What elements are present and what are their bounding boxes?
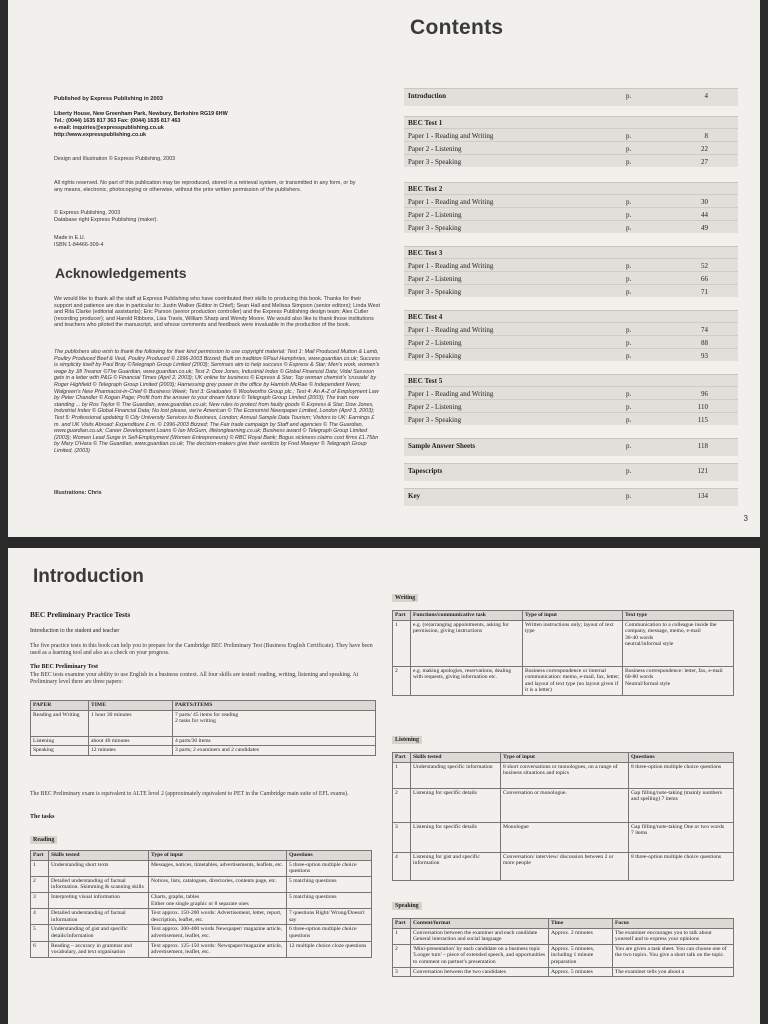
toc-test-3-paper-2[interactable]: Paper 2 - Listening p. 66 <box>404 271 738 284</box>
design-credit: Design and Illustration © Express Publishing, 2003 <box>54 156 176 162</box>
isbn: ISBN 1-84466-309-4 <box>54 242 104 248</box>
toc-test-2-heading: BEC Test 2 <box>408 185 443 193</box>
listening-row: 1 Understanding specific information 8 short conversations or monologues, on a range of business situations and topics 8 three-option multiple choice questions <box>393 762 734 788</box>
listening-label: Listening <box>392 736 422 744</box>
reading-row: 5 Understanding of gist and specific details/information Text approx. 300-400 words Newspaper/ magazine article, advertisement, leaflet, etc. 6 three-option multiple choice questions <box>31 925 372 941</box>
speaking-row: 2 'Mini-presentation' by each candidate on a business topic 'Longer turn' – piece of extended speech, and opportunities to comment on partner's presentation Approx. 5 minutes, including 1 minute preparation You are given a task sheet. You can choose one of the two topics. You give a short talk on the topic. <box>393 944 734 967</box>
listening-row: 3 Listening for specific details Monologue Gap filling/note-taking One or two words 7 items <box>393 822 734 852</box>
toc-bec-test-5 <box>404 374 738 425</box>
toc-test-3-paper-3[interactable]: Paper 3 - Speaking p. 71 <box>404 284 738 297</box>
toc-sample-answer-sheets[interactable]: Sample Answer Sheets p. 118 <box>404 438 738 456</box>
toc-test-4-paper-2[interactable]: Paper 2 - Listening p. 88 <box>404 335 738 348</box>
toc-test-4-paper-1[interactable]: Paper 1 - Reading and Writing p. 74 <box>404 322 738 335</box>
toc-test-5-paper-3[interactable]: Paper 3 - Speaking p. 115 <box>404 412 738 425</box>
practice-tests-subtitle: BEC Preliminary Practice Tests <box>30 610 131 619</box>
writing-row: 2 e.g. making apologies, reservations, dealing with requests, giving information etc. Business correspondence or internal communication: memo, e-mail, fax, letter; and layout of text type (no layout given if it is a letter) Business correspondence: letter, fax, e-mail 60-80 words Neutral/formal style <box>393 666 734 695</box>
toc-test-5-heading: BEC Test 5 <box>408 377 443 385</box>
toc-introduction-page: 4 <box>704 92 708 100</box>
toc-bec-test-3 <box>404 246 738 297</box>
papers-header-row: PAPER TIME PARTS/ITEMS <box>31 701 376 711</box>
made-in: Made in E.U. <box>54 235 86 241</box>
writing-header-row: Part Functions/communicative task Type of input Text type <box>393 611 734 621</box>
listening-row: 4 Listening for gist and specific information Conversation/ interview/ discussion between 2 or more people 8 three-option multiple choice questions <box>393 852 734 880</box>
page-number: 3 <box>743 514 748 523</box>
toc-test-1-paper-3[interactable]: Paper 3 - Speaking p. 27 <box>404 154 738 167</box>
introduction-page <box>8 548 760 1024</box>
toc-test-3-paper-1[interactable]: Paper 1 - Reading and Writing p. 52 <box>404 258 738 271</box>
publisher-line-3: Tel.: (0044) 1635 817 363 Fax: (0044) 1635 817 463 <box>54 118 181 124</box>
toc-test-1-paper-1[interactable]: Paper 1 - Reading and Writing p. 8 <box>404 128 738 141</box>
acknowledgements-para-1: We would like to thank all the staff at Express Publishing who have contributed their skills to producing this book. Thanks for their support and patience are due in particular to: Justin Walker (Editor in Chief); Sean Hall and Melissa Simpson (senior editors); Linda West and Rita Clarke (editorial assistants); Eric Parson (senior production controller) and the Express Publishing design team; Alex Cutler (recording producer); and Harold Ribbons, Lisa Travis, William Sharp and Wendy Moore. We would also like to thank those institutions and teachers who piloted the manuscript, and whose comments and feedback were invaluable in the production of the book. <box>54 296 380 329</box>
copyright-line-1: © Express Publishing, 2003 <box>54 210 121 216</box>
speaking-row: 1 Conversation between the examiner and each candidate General interaction and social language Approx. 2 minutes The examiner encourages you to talk about yourself and to express your opinions <box>393 928 734 944</box>
toc-introduction-label: Introduction <box>408 92 446 100</box>
rights-notice: All rights reserved. No part of this publication may be reproduced, stored in a retrieval system, or transmitted in any form, or by any means, electronic, photocopying or otherwise, without the prior written permission of the publishers. <box>54 180 356 193</box>
contents-title: Contents <box>410 16 504 39</box>
intro-line: Introduction to the student and teacher <box>30 628 120 634</box>
introduction-title: Introduction <box>33 566 144 587</box>
writing-row: 1 e.g. (re)arranging appointments, asking for permission, giving instructions Written instructions only; layout of text type Communication to a colleague inside the company, message, memo, e-mail 30-40 words neutral/informal style <box>393 620 734 666</box>
reading-row: 6 Reading – accuracy in grammar and vocabulary, and text organisation Text approx. 125-150 words: Newspaper/magazine article, advertisement, leaflet, etc. 12 multiple choice cloze questions <box>31 941 372 957</box>
speaking-row: 3 Conversation between the two candidates Approx. 5 minutes The examiner tells you about a <box>393 967 734 977</box>
speaking-label: Speaking <box>392 902 422 910</box>
acknowledgements-title: Acknowledgements <box>55 265 187 281</box>
toc-test-1-paper-2[interactable]: Paper 2 - Listening p. 22 <box>404 141 738 154</box>
toc-test-1-heading: BEC Test 1 <box>408 119 443 127</box>
toc-test-2-paper-3[interactable]: Paper 3 - Speaking p. 49 <box>404 220 738 233</box>
tasks-heading: The tasks <box>30 814 55 820</box>
writing-label: Writing <box>392 594 418 602</box>
papers-table <box>30 700 376 756</box>
toc-test-2-paper-1[interactable]: Paper 1 - Reading and Writing p. 30 <box>404 194 738 207</box>
publisher-line-4: e-mail: inquiries@expresspublishing.co.uk <box>54 125 164 131</box>
toc-test-3-heading: BEC Test 3 <box>408 249 443 257</box>
reading-row: 2 Detailed understanding of factual information. Skimming & scanning skills Notices, lists, catalogues, directories, contents page, etc. 5 matching questions <box>31 876 372 892</box>
publisher-line-5: http://www.expresspublishing.co.uk <box>54 132 147 138</box>
reading-row: 3 Interpreting visual information Charts, graphs, tables Either one single graphic or 8 separate ones 5 matching questions <box>31 892 372 908</box>
bec-test-heading: The BEC Preliminary Test <box>30 664 99 670</box>
toc-tapescripts[interactable]: Tapescripts p. 121 <box>404 463 738 481</box>
toc-key[interactable]: Key p. 134 <box>404 488 738 506</box>
illustrations-credit: Illustrations: Chris <box>54 490 102 496</box>
alte-paragraph: The BEC Preliminary exam is equivalent to ALTE level 2 (approximately equivalent to PET in the Cambridge main suite of EFL exams). <box>30 791 349 797</box>
listening-row: 2 Listening for specific details Conversation or monologue. Gap filling/note-taking (mainly numbers and spelling) 7 items <box>393 788 734 822</box>
toc-bec-test-1 <box>404 116 738 167</box>
reading-label: Reading <box>30 836 57 844</box>
writing-table <box>392 610 734 696</box>
reading-header-row: Part Skills tested Type of input Questions <box>31 851 372 861</box>
toc-test-5-paper-1[interactable]: Paper 1 - Reading and Writing p. 96 <box>404 386 738 399</box>
publisher-line-2: Liberty House, New Greenham Park, Newbury, Berkshire RG19 6HW <box>54 111 228 117</box>
toc-test-4-paper-3[interactable]: Paper 3 - Speaking p. 93 <box>404 348 738 361</box>
toc-p-prefix: p. <box>626 92 632 100</box>
speaking-table <box>392 918 734 977</box>
intro-paragraph: The five practice tests in this book can help you to prepare for the Cambridge BEC Preliminary Test (Business English Certificate). They have been used as a learning tool and also as a check on your progress. <box>30 643 373 656</box>
copyright-line-2: Database right Express Publishing (maker). <box>54 217 158 223</box>
listening-header-row: Part Skills tested Type of input Questions <box>393 753 734 763</box>
papers-row: Reading and Writing 1 hour 30 minutes 7 parts/ 45 items for reading 2 tasks for writing <box>31 710 376 736</box>
toc-test-2-paper-2[interactable]: Paper 2 - Listening p. 44 <box>404 207 738 220</box>
toc-bec-test-2 <box>404 182 738 233</box>
papers-row: Speaking 12 minutes 3 parts; 2 examiners and 2 candidates <box>31 746 376 756</box>
bec-test-paragraph: The BEC tests examine your ability to use English in a business context. All four skills are tested: reading, writing, listening and speaking. At Preliminary level there are three papers: <box>30 672 359 685</box>
reading-row: 4 Detailed understanding of factual information Text approx. 150-200 words: Advertisement, letter, report, description, leaflet, etc. 7 questions Right/ Wrong/Doesn't say <box>31 909 372 925</box>
reading-table <box>30 850 372 958</box>
papers-row: Listening about 40 minutes 4 parts/30 items <box>31 736 376 746</box>
publisher-line-1: Published by Express Publishing in 2003 <box>54 96 163 102</box>
toc-test-4-heading: BEC Test 4 <box>408 313 443 321</box>
toc-bec-test-4 <box>404 310 738 361</box>
contents-page <box>8 0 760 537</box>
listening-table <box>392 752 734 881</box>
speaking-header-row: Part Content/format Time Focus <box>393 919 734 929</box>
reading-row: 1 Understanding short texts Messages, notices, timetables, advertisements, leaflets, etc. 5 three-option multiple choice questions <box>31 860 372 876</box>
toc-test-5-paper-2[interactable]: Paper 2 - Listening p. 110 <box>404 399 738 412</box>
acknowledgements-para-2: The publishers also wish to thank the following for their kind permission to use copyright material: Test 1: Mail Produced Mutton & Lamb, Poultry Produced Beef & Veal, Poultry Produced © 1996-2003 Bizzed; Built on tradition ©Paul Humphries, www.guardian.co.uk; Success is simplicity itself by Paul Bray ©Telegraph Group Limited (2003); Seminars aim to help success © Express & Star; Men's work, women's wage by Jill Treanor ©The Guardian, www.guardian.co.uk; Test 2: Dow Jones, Industrial Index © Global Financial Data; Vidal Sassoon gets in a letter with P&G © Financial Times (April 2, 2003); UK online for business © Express & Star; Top woman chemist's 'crusade' by Roger Highfield © Telegraph Group Limited (2003); Harnessing grey power in the office by Hamish McRae © Independent News; Walgreen's New Pharmacist-in-Chief © Business Week; Test 3: Graduates © Woolworths Group plc.; Test 4: An A-Z of Employment Law by Peter Chandler © Kogan Page; Profit from the answer to your dream future © Telegraph Group Limited (2003); The train now standing ... by Ros Taylor © The Guardian, www.guardian.co.uk; New rules to protect from faulty goods © Express & Star; Dow Jones, Industrial Index © Global Financial Data; No lost please, we're American © The Economist Newspaper Limited, London (April 3, 2003); Test 5: Professional updating © City University Services to Business, London; Annual Sample Data Tourism; Visitors to UK: Earnings £ m. and UK Visits Abroad: Expenditure £ m. © 1996-2003 Bizzed; The Fair trade campaign by Staff and agencies © The Guardian, www.guardian.co.uk; Career Development Loans © Ian McGurn, lifelonglearning.co.uk; Business award © Telegraph Group Limited (2003); Women Lead Surge in Self-Employment (Women Entrepreneurs) © RBC Royal Bank; Bogus sickness claims cost firms £1.75bn by Mary O'Hara © The Guardian, www.guardian.co.uk; The decision-makers give their verdicts by Fred Mawyer © Telegraph Group Limited, (2003) <box>54 349 380 454</box>
toc-introduction[interactable] <box>404 88 738 106</box>
